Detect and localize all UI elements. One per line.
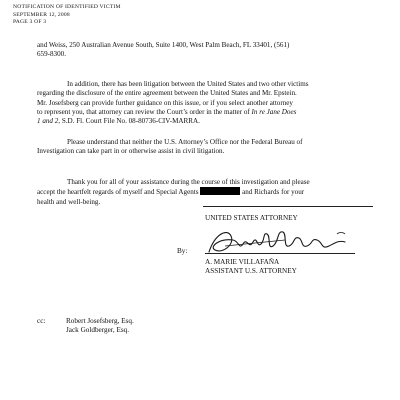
text-fragment: , S.D. Fl. Court File No. 08-80736-CIV-MARRA. <box>58 117 200 126</box>
text-line: Investigation can take part in or otherwise assist in civil litigation. <box>37 147 225 156</box>
text-fragment: and Richards for your <box>240 188 305 197</box>
signer-title: ASSISTANT U.S. ATTORNEY <box>205 267 297 275</box>
text-line <box>37 187 383 197</box>
text-line: regarding the disclosure of the entire agreement between the United States and Mr. Epstein. <box>37 89 297 98</box>
text-line: and Weiss, 250 Australian Avenue South, Suite 1400, West Palm Beach, FL 33401, (561) <box>37 41 290 49</box>
text-line: Mr. Josefsberg can provide further guidance on this issue, or if you select another attorney <box>37 98 293 107</box>
paragraph-thanks <box>37 178 383 207</box>
text-line: Thank you for all of your assistance during the course of this investigation and please <box>67 178 310 186</box>
signature-top-line <box>203 206 373 207</box>
text-line <box>37 108 383 117</box>
header-subject: NOTIFICATION OF IDENTIFIED VICTIM <box>13 4 121 10</box>
page-header <box>13 4 121 27</box>
paragraph-contact-info <box>37 41 383 60</box>
handwritten-signature <box>205 226 355 260</box>
paragraph-litigation <box>37 80 383 126</box>
text-line: 659-8300. <box>37 50 66 59</box>
redaction-box <box>200 187 240 195</box>
text-fragment: accept the heartfelt regards of myself and Special Agents <box>37 188 201 197</box>
paragraph-civil-litigation <box>37 138 383 157</box>
cc-recipient-list <box>66 317 134 336</box>
text-fragment: to represent you, that attorney can review the Court’s order in the matter of <box>37 107 252 116</box>
header-date: SEPTEMBER 12, 2008 <box>13 11 70 18</box>
text-line: Please understand that neither the U.S. Attorney’s Office nor the Federal Bureau of <box>67 138 303 146</box>
signature-rule <box>203 206 383 207</box>
signer-name: A. MARIE VILLAFAÑA <box>205 258 280 266</box>
text-line: health and well-being. <box>37 197 101 206</box>
by-label: By: <box>177 247 188 255</box>
text-line <box>37 117 383 126</box>
case-name-italic: 1 and 2 <box>37 117 59 126</box>
header-page-number: PAGE 3 OF 3 <box>13 19 47 26</box>
office-title: UNITED STATES ATTORNEY <box>205 214 298 222</box>
cc-recipient: Jack Goldberger, Esq. <box>66 326 130 335</box>
cc-recipient: Robert Josefsberg, Esq. <box>66 317 134 325</box>
cc-label: cc: <box>37 317 46 325</box>
signature-line <box>205 253 355 254</box>
text-line: In addition, there has been litigation between the United States and two other victims <box>67 80 309 88</box>
case-name-italic: In re Jane Does <box>251 107 297 116</box>
